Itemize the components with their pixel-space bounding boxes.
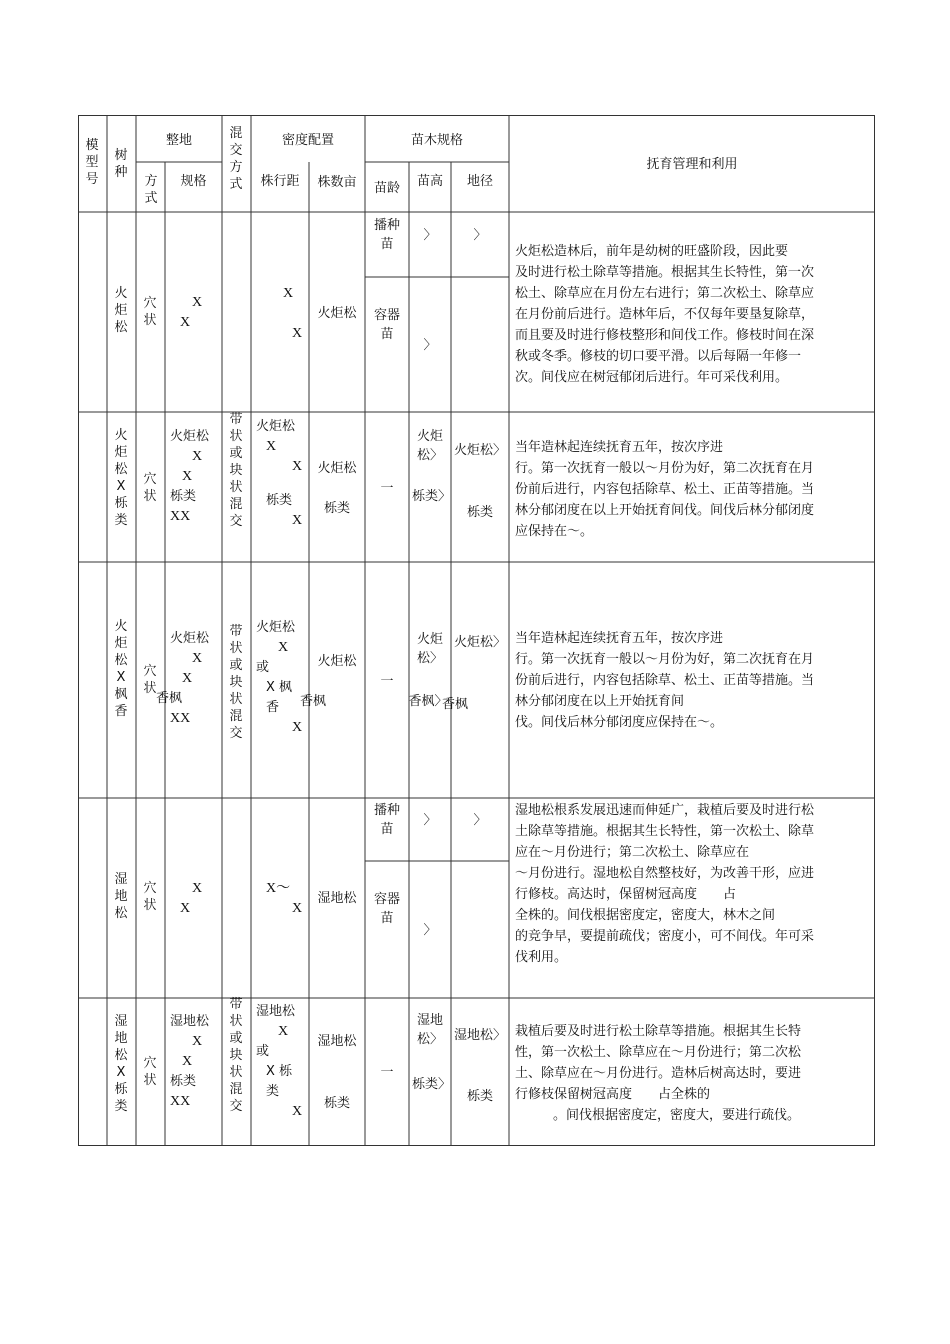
tending-line: 行修枝保留树冠高度 占全株的 — [515, 1087, 711, 1102]
row1-dia-a: 〉 — [473, 228, 487, 243]
spacing-line: 栎类 — [266, 493, 293, 508]
header-spacing: 株行距 — [260, 174, 300, 189]
row3-mixing: 带状或块状混交 — [229, 624, 243, 741]
row4-spec-bottom: X — [180, 901, 191, 916]
row3-tending — [515, 628, 873, 733]
spec-line: X — [192, 651, 203, 666]
spacing-line: 湿地松 — [256, 1004, 296, 1019]
spec-line: XX — [170, 1094, 191, 1109]
row3-height-a: 火炬松〉 — [416, 632, 443, 666]
row2-dia-a: 火炬松〉 — [454, 443, 507, 458]
header-species: 树种 — [114, 148, 128, 180]
row3-per-mu-a: 火炬松 — [317, 654, 357, 669]
tending-line: 伐。间伐后林分郁闭度应保持在～。 — [515, 715, 724, 730]
row2-method: 穴状 — [143, 472, 157, 504]
spec-line: 栎类 — [170, 489, 197, 504]
tending-line: 份前后进行，内容包括除草、松土、正苗等措施。当 — [515, 673, 815, 688]
tending-line: 湿地松根系发展迅速而伸延广，栽植后要及时进行松 — [515, 803, 815, 818]
spacing-line: X — [278, 1024, 289, 1039]
tending-line: 当年造林起连续抚育五年，按次序进 — [515, 631, 724, 646]
row1-age-a: 播种苗 — [373, 218, 400, 252]
row3-spacing — [256, 618, 308, 738]
tending-line: 当年造林起连续抚育五年，按次序进 — [515, 440, 724, 455]
row3-dia-b: 香枫 — [442, 697, 469, 712]
tending-line: 次。间伐应在树冠郁闭后进行。年可采伐利用。 — [515, 370, 789, 385]
row4-spacing-bottom: X — [292, 901, 303, 916]
row5-mixing: 带状或块状混交 — [229, 997, 243, 1114]
row4-dia-a: 〉 — [473, 813, 487, 828]
tending-line: 土除草等措施。根据其生长特性，第一次松土、除草 — [515, 824, 815, 839]
row2-tending — [515, 437, 873, 542]
tending-line: 应在～月份进行；第二次松土、除草应在 — [515, 845, 750, 860]
tending-line: 林分郁闭度在以上开始抚育间 — [515, 694, 685, 709]
row4-method: 穴状 — [143, 881, 157, 913]
row1-spec-top: X — [192, 295, 203, 310]
spacing-line: X — [292, 459, 303, 474]
row4-spacing-top: X～ — [266, 881, 291, 896]
row2-per-mu-a: 火炬松 — [317, 461, 357, 476]
tending-line: 秋或冬季。修枝的切口要平滑。以后每隔一年修一 — [515, 349, 802, 364]
row1-spacing-top: X — [283, 286, 294, 301]
row1-tending — [515, 241, 873, 388]
row3-dia-a: 火炬松〉 — [454, 635, 507, 650]
spec-line: 火炬松 — [170, 631, 210, 646]
header-mixing: 混交方式 — [229, 126, 243, 192]
spacing-line: X 栎 — [266, 1064, 293, 1079]
spacing-line: 或 — [256, 660, 270, 675]
tending-line: 。间伐根据密度定，密度大，要进行疏伐。 — [553, 1108, 801, 1123]
row1-species: 火炬松 — [114, 286, 128, 335]
spacing-line: X — [292, 720, 303, 735]
tending-line: 的竞争早，要提前疏伐；密度小，可不间伐。年可采 — [515, 929, 815, 944]
header-age: 苗龄 — [373, 181, 400, 196]
tending-line: 火炬松造林后，前年是幼树的旺盛阶段，因此要 — [515, 244, 789, 259]
header-density: 密度配置 — [281, 133, 334, 148]
row2-mixing: 带状或块状混交 — [229, 412, 243, 529]
row5-tending — [515, 1021, 873, 1126]
tending-line: 份前后进行，内容包括除草、松土、正苗等措施。当 — [515, 482, 815, 497]
spec-line: X — [182, 1054, 193, 1069]
spacing-line: 香 — [266, 700, 280, 715]
tending-line: 在月份前后进行。造林年后，不仅每年要垦复除草， — [515, 307, 815, 322]
spacing-line: 或 — [256, 1044, 270, 1059]
row5-per-mu-b: 栎类 — [323, 1096, 350, 1111]
header-spec: 规格 — [180, 174, 207, 189]
row2-per-mu-b: 栎类 — [323, 501, 350, 516]
row2-age: 一 — [380, 481, 394, 496]
header-site-prep: 整地 — [165, 133, 192, 148]
spacing-line: X — [292, 513, 303, 528]
spec-line: X — [192, 449, 203, 464]
row1-method: 穴状 — [143, 296, 157, 328]
row3-age: 一 — [380, 674, 394, 689]
spacing-line: 火炬松 — [256, 620, 296, 635]
spec-line: X — [182, 469, 193, 484]
row1-height-a: 〉 — [423, 228, 437, 243]
row3-spacing-extra: 香枫 — [300, 694, 327, 709]
tending-line: 全株的。间伐根据密度定，密度大，林木之间 — [515, 908, 776, 923]
row1-per-mu: 火炬松 — [317, 306, 357, 321]
row1-spec-bottom: X — [180, 315, 191, 330]
header-height: 苗高 — [416, 174, 443, 189]
tending-line: 伐利用。 — [515, 950, 568, 965]
row5-per-mu-a: 湿地松 — [317, 1034, 357, 1049]
tending-line: 及时进行松土除草等措施。根据其生长特性，第一次 — [515, 265, 815, 280]
row5-height-b: 栎类〉 — [412, 1077, 452, 1092]
spec-line: XX — [170, 509, 191, 524]
spec-line: X — [182, 671, 193, 686]
header-per-mu: 株数亩 — [317, 175, 357, 190]
tending-line: 行修枝。高达时，保留树冠高度 占 — [515, 887, 737, 902]
row5-age: 一 — [380, 1065, 394, 1080]
tending-line: ～月份进行。湿地松自然整枝好，为改善干形，应进 — [515, 866, 815, 881]
tending-line: 栽植后要及时进行松土除草等措施。根据其生长特 — [515, 1024, 802, 1039]
header-diameter: 地径 — [466, 174, 493, 189]
spacing-line: 类 — [266, 1084, 280, 1099]
forestry-table — [78, 115, 875, 1146]
header-model-no: 模型号 — [85, 138, 99, 187]
row2-dia-b: 栎类 — [466, 505, 493, 520]
row1-spacing-bottom: X — [292, 326, 303, 341]
tending-line: 林分郁闭度在以上开始抚育间伐。间伐后林分郁闭度 — [515, 503, 815, 518]
row5-dia-b: 栎类 — [466, 1089, 493, 1104]
tending-line: 土、除草应在～月份进行。造林后树高达时，要进 — [515, 1066, 802, 1081]
row5-height-a: 湿地松〉 — [416, 1013, 443, 1047]
spec-line: X — [192, 1034, 203, 1049]
row4-species: 湿地松 — [114, 872, 128, 921]
row5-spec — [170, 1012, 209, 1112]
spacing-line: X — [292, 1104, 303, 1119]
spec-line: 火炬松 — [170, 429, 210, 444]
header-method: 方式 — [144, 174, 158, 206]
spacing-line: X — [266, 439, 277, 454]
row2-height-b: 栎类〉 — [412, 489, 452, 504]
spec-line: 香枫 — [156, 691, 183, 706]
row5-species: 湿地松X栎类 — [114, 1014, 128, 1114]
tending-line: 性，第一次松土、除草应在～月份进行；第二次松 — [515, 1045, 802, 1060]
spacing-line: 火炬松 — [256, 419, 296, 434]
spec-line: 湿地松 — [170, 1014, 210, 1029]
row2-spacing — [256, 417, 308, 531]
row4-spec-top: X — [192, 881, 203, 896]
row3-height-b: 香枫〉 — [408, 694, 448, 709]
row4-height-b: 〉 — [423, 923, 437, 938]
header-tending: 抚育管理和利用 — [646, 157, 738, 172]
row4-per-mu: 湿地松 — [317, 891, 357, 906]
spec-line: 栎类 — [170, 1074, 197, 1089]
row3-method: 穴状 — [143, 664, 157, 696]
row4-height-a: 〉 — [423, 813, 437, 828]
row5-method: 穴状 — [143, 1056, 157, 1088]
header-seedling-spec: 苗木规格 — [410, 133, 463, 148]
spacing-line: X — [278, 640, 289, 655]
tending-line: 应保持在～。 — [515, 524, 594, 539]
row2-species: 火炬松X栎类 — [114, 428, 128, 528]
row1-height-b: 〉 — [423, 338, 437, 353]
row3-species: 火炬松X枫香 — [114, 619, 128, 719]
row4-tending — [515, 800, 873, 968]
row2-spec — [170, 427, 209, 527]
row1-age-b: 容器苗 — [373, 308, 400, 342]
row5-dia-a: 湿地松〉 — [454, 1028, 507, 1043]
tending-line: 行。第一次抚育一般以～月份为好，第二次抚育在月 — [515, 461, 815, 476]
row2-height-a: 火炬松〉 — [416, 429, 443, 463]
row5-spacing — [256, 1002, 308, 1122]
row3-spec — [156, 629, 210, 729]
row4-age-b: 容器苗 — [373, 892, 400, 926]
tending-line: 松土、除草应在月份左右进行；第二次松土、除草应 — [515, 286, 815, 301]
tending-line: 行。第一次抚育一般以～月份为好，第二次抚育在月 — [515, 652, 815, 667]
spec-line: XX — [170, 711, 191, 726]
tending-line: 而且要及时进行修枝整形和间伐工作。修枝时间在深 — [515, 328, 815, 343]
row4-age-a: 播种苗 — [373, 803, 400, 837]
spacing-line: X 枫 — [266, 680, 293, 695]
